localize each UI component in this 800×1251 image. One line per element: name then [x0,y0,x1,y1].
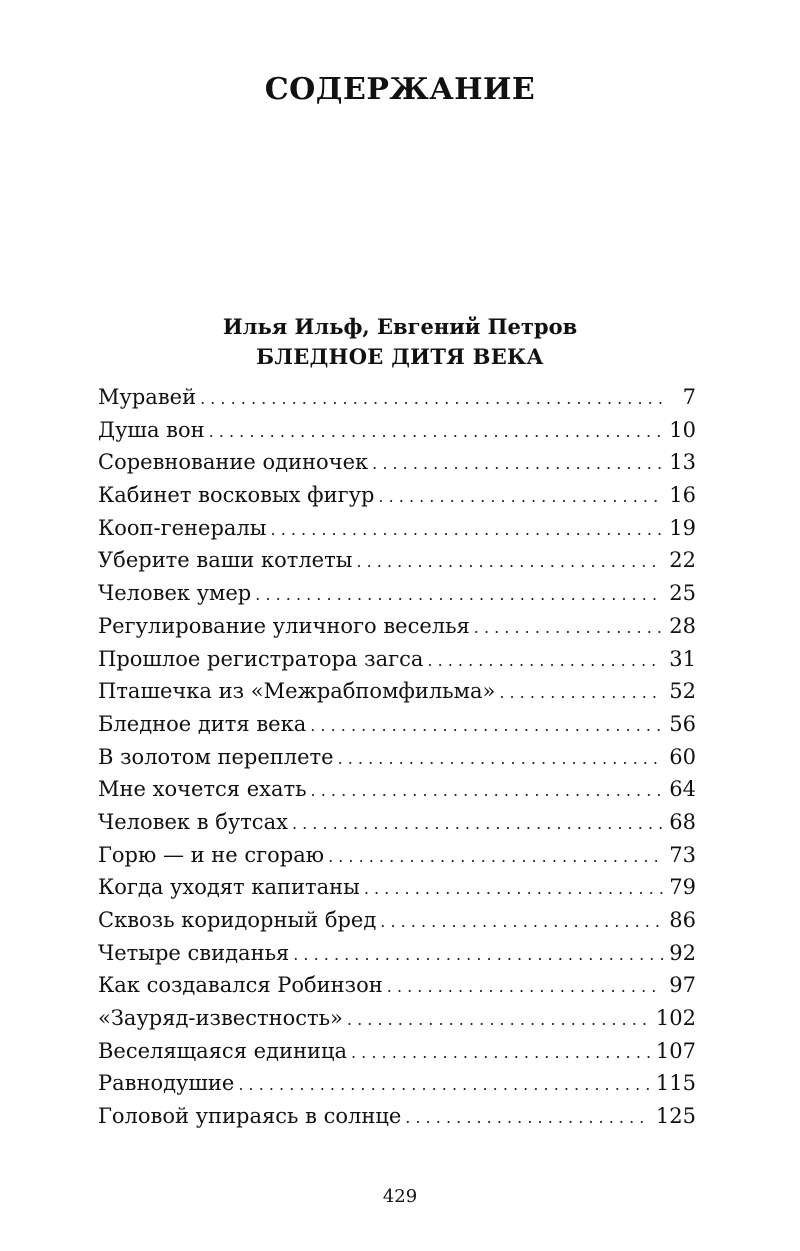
toc-entry [98,708,696,741]
toc-entry [98,446,696,479]
toc-entry-title: Мне хочется ехать [98,777,307,802]
toc-entry-title: Когда уходят капитаны [98,875,360,900]
toc-entry-title: Бледное дитя века [98,711,307,736]
toc-entry [98,871,696,904]
dot-leader [209,416,664,449]
toc-entry-page: 115 [655,1071,696,1096]
dot-leader [380,906,663,939]
toc-entry-title: Соревнование одиночек [98,450,369,475]
toc-entry-title: Горю — и не сгораю [98,842,325,867]
toc-entry [98,544,696,577]
toc-entry [98,773,696,806]
toc-entry [98,1067,696,1100]
toc-entry-title: «Зауряд-известность» [98,1006,343,1031]
toc-entry-title: Веселящаяся единица [98,1038,347,1063]
toc-entry [98,414,696,447]
toc-entry-page: 19 [669,515,696,540]
toc-entry-page: 107 [655,1038,696,1063]
toc-entry-page: 25 [669,581,696,606]
dot-leader [387,971,664,1004]
toc-entry-title: Четыре свиданья [98,940,290,965]
dot-leader [364,873,663,906]
book-title: БЛЕДНОЕ ДИТЯ ВЕКА [256,344,544,369]
toc-entry [98,577,696,610]
dot-leader [255,579,663,612]
toc-entry [98,1035,696,1068]
toc-entry [98,839,696,872]
toc-entry-title: Человек умер [98,581,252,606]
table-of-contents [98,381,696,1133]
dot-leader [347,1004,650,1037]
dot-leader [351,1037,650,1070]
toc-entry-page: 64 [669,777,696,802]
toc-entry [98,675,696,708]
toc-entry-title: Как создавался Робинзон [98,973,383,998]
dot-leader [200,383,666,416]
toc-entry [98,643,696,676]
contents-heading: СОДЕРЖАНИЕ [264,72,536,107]
toc-entry-page: 60 [669,744,696,769]
toc-entry-page: 68 [669,809,696,834]
dot-leader [338,743,664,776]
toc-entry [98,969,696,1002]
toc-entry [98,741,696,774]
dot-leader [271,514,664,547]
toc-entry-page: 97 [669,973,696,998]
toc-entry-page: 125 [655,1104,696,1129]
toc-entry-page: 56 [669,711,696,736]
toc-entry [98,512,696,545]
toc-entry [98,904,696,937]
dot-leader [311,775,664,808]
toc-entry [98,381,696,414]
toc-entry-page: 7 [682,385,696,409]
toc-entry [98,937,696,970]
toc-entry-title: Уберите ваши котлеты [98,548,353,573]
toc-entry [98,1002,696,1035]
page-number: 429 [382,1186,418,1207]
toc-entry [98,479,696,512]
toc-entry-title: Прошлое регистратора загса [98,646,424,671]
dot-leader [474,612,663,645]
toc-entry-page: 86 [669,908,696,932]
toc-entry-title: Человек в бутсах [98,809,288,834]
authors-line: Илья Ильф, Евгений Петров [222,314,578,339]
toc-entry-title: Кооп-генералы [98,515,267,540]
dot-leader [328,841,663,874]
toc-entry [98,806,696,839]
toc-entry-page: 22 [669,548,696,573]
toc-entry-title: Головой упираясь в солнце [98,1104,402,1129]
dot-leader [293,939,663,972]
toc-entry-page: 28 [669,613,696,638]
dot-leader [356,546,663,579]
dot-leader [238,1069,650,1102]
toc-entry-title: Кабинет восковых фигур [98,483,375,508]
dot-leader [499,677,663,710]
toc-entry-page: 16 [669,483,696,508]
toc-entry-page: 92 [669,940,696,965]
toc-entry-page: 73 [669,842,696,867]
toc-entry-page: 52 [669,679,696,704]
toc-entry-title: Сквозь коридорный бред [98,908,377,932]
toc-entry [98,610,696,643]
dot-leader [405,1102,650,1135]
dot-leader [292,808,663,841]
toc-entry-title: Душа вон [98,417,205,442]
dot-leader [378,481,663,514]
toc-entry-title: Пташечка из «Межрабпомфильма» [98,679,496,704]
toc-entry-title: Равнодушие [98,1071,235,1096]
toc-entry-page: 10 [669,417,696,442]
toc-entry-title: В золотом переплете [98,744,334,769]
dot-leader [310,710,663,743]
toc-entry-page: 31 [669,646,696,671]
toc-entry-page: 102 [655,1006,696,1031]
toc-entry-page: 13 [669,450,696,475]
toc-entry-page: 79 [669,875,696,900]
toc-entry [98,1100,696,1133]
toc-entry-title: Муравей [98,385,197,409]
dot-leader [372,448,663,481]
toc-entry-title: Регулирование уличного веселья [98,613,470,638]
dot-leader [427,645,663,678]
